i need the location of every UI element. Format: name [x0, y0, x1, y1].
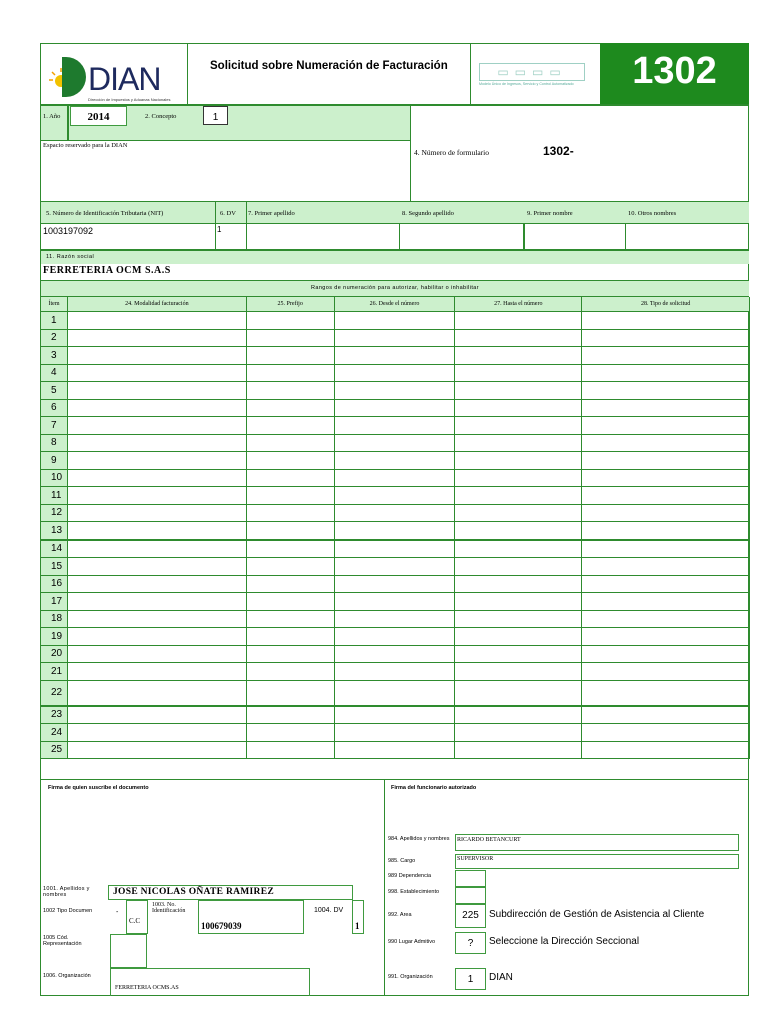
hasta-cell[interactable] — [455, 312, 582, 330]
tipo-solicitud-cell[interactable] — [582, 558, 750, 576]
item-number: 13 — [41, 522, 68, 540]
org-left-value: FERRETERIA OCMS.AS — [115, 985, 179, 991]
tipo-solicitud-cell[interactable] — [582, 347, 750, 365]
modalidad-cell[interactable] — [67, 575, 246, 593]
desde-cell[interactable] — [334, 312, 455, 330]
item-number: 4 — [41, 364, 68, 382]
table-row — [41, 645, 750, 663]
table-row — [41, 329, 750, 347]
col-modalidad: 24. Modalidad facturación — [67, 297, 246, 312]
desde-cell[interactable] — [334, 487, 455, 505]
item-number: 11 — [41, 487, 68, 505]
logo-subtext: Dirección de Impuestos y Aduanas Nacionales — [88, 97, 171, 102]
apellidos-right-field[interactable] — [455, 834, 739, 851]
table-row — [41, 469, 750, 487]
hasta-cell[interactable] — [455, 504, 582, 522]
desde-cell[interactable] — [334, 628, 455, 646]
modalidad-cell[interactable] — [67, 724, 246, 742]
area-code-field[interactable] — [455, 904, 486, 928]
table-row — [41, 504, 750, 522]
desde-cell[interactable] — [334, 504, 455, 522]
tipo-solicitud-cell[interactable] — [582, 680, 750, 706]
prefijo-cell[interactable] — [246, 558, 334, 576]
modalidad-cell[interactable] — [67, 364, 246, 382]
org-right-value: DIAN — [489, 972, 513, 983]
tipo-solicitud-cell[interactable] — [582, 452, 750, 470]
table-row — [41, 680, 750, 706]
dv-value[interactable]: 1 — [217, 225, 222, 234]
hasta-cell[interactable] — [455, 329, 582, 347]
modalidad-cell[interactable] — [67, 487, 246, 505]
table-row — [41, 610, 750, 628]
tipo-solicitud-cell[interactable] — [582, 645, 750, 663]
prefijo-cell[interactable] — [246, 329, 334, 347]
table-row — [41, 522, 750, 540]
item-number: 18 — [41, 610, 68, 628]
item-number: 17 — [41, 593, 68, 611]
hasta-cell[interactable] — [455, 680, 582, 706]
prefijo-cell[interactable] — [246, 724, 334, 742]
item-number: 21 — [41, 663, 68, 681]
rangos-section-title — [41, 281, 749, 296]
prefijo-cell[interactable] — [246, 347, 334, 365]
tipo-solicitud-cell[interactable] — [582, 487, 750, 505]
table-row — [41, 452, 750, 470]
hasta-cell[interactable] — [455, 558, 582, 576]
concepto-value: 1 — [212, 112, 219, 123]
firma-right-title: Firma del funcionario autorizado — [391, 785, 477, 791]
prefijo-cell[interactable] — [246, 522, 334, 540]
razon-label-row — [41, 251, 749, 264]
org-right-code: 1 — [467, 974, 474, 985]
desde-cell[interactable] — [334, 434, 455, 452]
lugar-value[interactable]: Seleccione la Dirección Seccional — [489, 936, 640, 947]
modalidad-cell[interactable] — [67, 663, 246, 681]
anio-label: 1. Año — [43, 113, 61, 120]
hasta-cell[interactable] — [455, 452, 582, 470]
tipo-solicitud-cell[interactable] — [582, 706, 750, 724]
prefijo-cell[interactable] — [246, 663, 334, 681]
dependencia-label: 989 Dependencia — [388, 873, 432, 879]
table-row — [41, 399, 750, 417]
hasta-cell[interactable] — [455, 645, 582, 663]
tipo-doc-value: C.C — [129, 917, 141, 925]
table-row — [41, 628, 750, 646]
modalidad-cell[interactable] — [67, 434, 246, 452]
cargo-field[interactable] — [455, 854, 739, 869]
desde-cell[interactable] — [334, 469, 455, 487]
col-hasta: 27. Hasta el número — [455, 297, 582, 312]
item-number: 23 — [41, 706, 68, 724]
hasta-cell[interactable] — [455, 741, 582, 759]
desde-cell[interactable] — [334, 706, 455, 724]
prefijo-cell[interactable] — [246, 741, 334, 759]
hasta-cell[interactable] — [455, 522, 582, 540]
item-number: 9 — [41, 452, 68, 470]
modalidad-cell[interactable] — [67, 382, 246, 400]
modalidad-cell[interactable] — [67, 680, 246, 706]
numero-formulario-value: 1302- — [543, 144, 574, 158]
desde-cell[interactable] — [334, 364, 455, 382]
tipo-solicitud-cell[interactable] — [582, 364, 750, 382]
desde-cell[interactable] — [334, 382, 455, 400]
prefijo-cell[interactable] — [246, 469, 334, 487]
table-row — [41, 382, 750, 400]
desde-cell[interactable] — [334, 645, 455, 663]
modalidad-cell[interactable] — [67, 593, 246, 611]
desde-cell[interactable] — [334, 540, 455, 558]
prefijo-cell[interactable] — [246, 540, 334, 558]
anio-value: 2014 — [87, 111, 110, 123]
hasta-cell[interactable] — [455, 417, 582, 435]
desde-cell[interactable] — [334, 593, 455, 611]
modalidad-cell[interactable] — [67, 610, 246, 628]
item-number: 3 — [41, 347, 68, 365]
no-ident-value: 100679039 — [201, 921, 242, 931]
desde-cell[interactable] — [334, 347, 455, 365]
hasta-cell[interactable] — [455, 382, 582, 400]
lugar-code: ? — [467, 938, 474, 949]
modalidad-cell[interactable] — [67, 706, 246, 724]
tipo-solicitud-cell[interactable] — [582, 610, 750, 628]
table-row — [41, 540, 750, 558]
table-row — [41, 741, 750, 759]
modalidad-cell[interactable] — [67, 329, 246, 347]
reservado-label: Espacio reservado para la DIAN — [43, 142, 128, 149]
area-label: 992. Area — [388, 912, 412, 918]
establecimiento-field[interactable] — [455, 887, 486, 904]
desde-cell[interactable] — [334, 452, 455, 470]
col-item: Ítem — [41, 297, 68, 312]
table-row — [41, 434, 750, 452]
hasta-cell[interactable] — [455, 593, 582, 611]
tipo-solicitud-cell[interactable] — [582, 417, 750, 435]
hasta-cell[interactable] — [455, 575, 582, 593]
modalidad-cell[interactable] — [67, 504, 246, 522]
hasta-cell[interactable] — [455, 347, 582, 365]
hasta-cell[interactable] — [455, 399, 582, 417]
tipo-solicitud-cell[interactable] — [582, 522, 750, 540]
desde-cell[interactable] — [334, 724, 455, 742]
prefijo-cell[interactable] — [246, 504, 334, 522]
dian-logo — [48, 51, 188, 103]
item-number: 2 — [41, 329, 68, 347]
tipo-solicitud-cell[interactable] — [582, 504, 750, 522]
item-number: 22 — [41, 680, 68, 706]
table-row — [41, 417, 750, 435]
tipo-solicitud-cell[interactable] — [582, 540, 750, 558]
prefijo-cell[interactable] — [246, 487, 334, 505]
prefijo-cell[interactable] — [246, 593, 334, 611]
modalidad-cell[interactable] — [67, 469, 246, 487]
desde-cell[interactable] — [334, 558, 455, 576]
tipo-solicitud-cell[interactable] — [582, 382, 750, 400]
hasta-cell[interactable] — [455, 724, 582, 742]
form-number: 1302 — [632, 50, 717, 92]
dependencia-field[interactable] — [455, 870, 486, 887]
razon-social-value[interactable]: FERRETERIA OCM S.A.S — [43, 265, 171, 276]
table-row — [41, 312, 750, 330]
numero-formulario-label: 4. Número de formulario — [414, 148, 489, 157]
table-row — [41, 487, 750, 505]
desde-cell[interactable] — [334, 399, 455, 417]
modalidad-cell[interactable] — [67, 540, 246, 558]
item-number: 10 — [41, 469, 68, 487]
hasta-cell[interactable] — [455, 540, 582, 558]
desde-cell[interactable] — [334, 522, 455, 540]
modalidad-cell[interactable] — [67, 347, 246, 365]
anio-field[interactable] — [70, 106, 127, 126]
tipo-solicitud-cell[interactable] — [582, 312, 750, 330]
col-tipo-solicitud: 28. Tipo de solicitud — [582, 297, 750, 312]
table-row — [41, 724, 750, 742]
hasta-cell[interactable] — [455, 663, 582, 681]
nit-value[interactable]: 1003197092 — [43, 226, 94, 236]
prefijo-cell[interactable] — [246, 575, 334, 593]
segundo-apellido-label: 8. Segundo apellido — [402, 210, 454, 217]
item-number: 12 — [41, 504, 68, 522]
logo-text: DIAN — [88, 61, 161, 97]
tipo-solicitud-cell[interactable] — [582, 434, 750, 452]
muisca-subtext: Modelo Único de Ingresos, Servicio y Control Automatizado — [479, 82, 574, 86]
tipo-solicitud-cell[interactable] — [582, 593, 750, 611]
prefijo-cell[interactable] — [246, 364, 334, 382]
prefijo-cell[interactable] — [246, 312, 334, 330]
prefijo-cell[interactable] — [246, 452, 334, 470]
cargo-value: SUPERVISOR — [457, 856, 494, 862]
hasta-cell[interactable] — [455, 364, 582, 382]
prefijo-cell[interactable] — [246, 610, 334, 628]
item-number: 24 — [41, 724, 68, 742]
no-ident-label: 1003. No. Identificación — [152, 902, 186, 914]
item-number: 5 — [41, 382, 68, 400]
desde-cell[interactable] — [334, 680, 455, 706]
item-number: 25 — [41, 741, 68, 759]
org-right-label: 991. Organización — [388, 974, 433, 980]
tipo-solicitud-cell[interactable] — [582, 575, 750, 593]
col-prefijo: 25. Prefijo — [246, 297, 334, 312]
establecimiento-label: 998. Establecimiento — [388, 889, 440, 895]
lugar-code-field[interactable] — [455, 932, 486, 954]
muisca-wordmark: ▭▭▭▭ — [479, 63, 585, 81]
hasta-cell[interactable] — [455, 487, 582, 505]
logo-leaf-icon — [62, 57, 86, 97]
prefijo-cell[interactable] — [246, 645, 334, 663]
dv-left-value: 1 — [355, 921, 360, 931]
item-number: 1 — [41, 312, 68, 330]
item-number: 19 — [41, 628, 68, 646]
item-number: 7 — [41, 417, 68, 435]
rangos-table — [40, 297, 750, 759]
desde-cell[interactable] — [334, 417, 455, 435]
table-row — [41, 347, 750, 365]
desde-cell[interactable] — [334, 610, 455, 628]
modalidad-cell[interactable] — [67, 522, 246, 540]
desde-cell[interactable] — [334, 575, 455, 593]
hasta-cell[interactable] — [455, 469, 582, 487]
tipo-solicitud-cell[interactable] — [582, 724, 750, 742]
header — [40, 43, 749, 105]
tipo-solicitud-cell[interactable] — [582, 329, 750, 347]
col-desde: 26. Desde el número — [334, 297, 455, 312]
area-value: Subdirección de Gestión de Asistencia al Cliente — [489, 909, 705, 920]
modalidad-cell[interactable] — [67, 312, 246, 330]
tipo-solicitud-cell[interactable] — [582, 399, 750, 417]
item-number: 15 — [41, 558, 68, 576]
tipo-doc-label: 1002 Tipo Documen — [43, 908, 93, 914]
tipo-solicitud-cell[interactable] — [582, 469, 750, 487]
nit-label: 5. Número de Identificación Tributaria (NIT) — [46, 210, 164, 217]
modalidad-cell[interactable] — [67, 452, 246, 470]
prefijo-cell[interactable] — [246, 628, 334, 646]
apellidos-right-label: 984. Apellidos y nombres — [388, 836, 450, 842]
apellidos-left-value: JOSE NICOLAS OÑATE RAMIREZ — [113, 887, 274, 897]
modalidad-cell[interactable] — [67, 645, 246, 663]
concepto-field[interactable] — [203, 106, 228, 125]
modalidad-cell[interactable] — [67, 417, 246, 435]
table-row — [41, 663, 750, 681]
hasta-cell[interactable] — [455, 628, 582, 646]
hasta-cell[interactable] — [455, 434, 582, 452]
tipo-doc-field[interactable] — [126, 900, 148, 934]
prefijo-cell[interactable] — [246, 706, 334, 724]
dv-label: 6. DV — [220, 210, 236, 217]
prefijo-cell[interactable] — [246, 399, 334, 417]
org-left-label: 1006. Organización — [43, 973, 91, 979]
tipo-doc-dash: - — [116, 909, 119, 916]
prefijo-cell[interactable] — [246, 434, 334, 452]
table-row — [41, 593, 750, 611]
muisca-logo — [477, 63, 587, 91]
prefijo-cell[interactable] — [246, 382, 334, 400]
table-row — [41, 575, 750, 593]
lugar-label: 990 Lugar Admitivo — [388, 939, 436, 945]
table-row — [41, 706, 750, 724]
item-number: 16 — [41, 575, 68, 593]
modalidad-cell[interactable] — [67, 558, 246, 576]
apellidos-left-field[interactable] — [108, 885, 353, 900]
primer-nombre-label: 9. Primer nombre — [527, 210, 573, 217]
hasta-cell[interactable] — [455, 610, 582, 628]
cod-rep-label: 1005 Cód. Representación — [43, 935, 82, 947]
no-ident-field[interactable] — [198, 900, 304, 934]
rangos-title-text: Rangos de numeración para autorizar, habilitar o inhabilitar — [310, 285, 479, 291]
tipo-solicitud-cell[interactable] — [582, 628, 750, 646]
desde-cell[interactable] — [334, 329, 455, 347]
area-code: 225 — [462, 910, 479, 921]
form-title: Solicitud sobre Numeración de Facturación — [210, 60, 448, 72]
item-number: 14 — [41, 540, 68, 558]
table-row — [41, 364, 750, 382]
item-number: 8 — [41, 434, 68, 452]
razon-social-label: 11. Razón social — [46, 254, 95, 260]
org-right-code-field[interactable] — [455, 968, 486, 990]
tipo-solicitud-cell[interactable] — [582, 663, 750, 681]
hasta-cell[interactable] — [455, 706, 582, 724]
dv-left-label: 1004. DV — [314, 907, 344, 914]
prefijo-cell[interactable] — [246, 680, 334, 706]
dv-left-field[interactable] — [352, 900, 364, 934]
table-row — [41, 558, 750, 576]
item-number: 6 — [41, 399, 68, 417]
modalidad-cell[interactable] — [67, 399, 246, 417]
apellidos-right-value: RICARDO BETANCURT — [457, 837, 521, 843]
prefijo-cell[interactable] — [246, 417, 334, 435]
item-number: 20 — [41, 645, 68, 663]
desde-cell[interactable] — [334, 741, 455, 759]
primer-apellido-label: 7. Primer apellido — [248, 210, 295, 217]
apellidos-left-label: 1001. Apellidos y nombres — [43, 886, 90, 898]
tipo-solicitud-cell[interactable] — [582, 741, 750, 759]
modalidad-cell[interactable] — [67, 741, 246, 759]
concepto-label: 2. Concepto — [145, 113, 177, 120]
cod-rep-field[interactable] — [110, 934, 147, 968]
modalidad-cell[interactable] — [67, 628, 246, 646]
cargo-label: 985. Cargo — [388, 858, 416, 864]
otros-nombres-label: 10. Otros nombres — [628, 210, 677, 217]
firma-left-title: Firma de quien suscribe el documento — [48, 785, 149, 791]
org-left-field[interactable] — [110, 968, 310, 996]
form-number-badge — [600, 43, 749, 105]
desde-cell[interactable] — [334, 663, 455, 681]
